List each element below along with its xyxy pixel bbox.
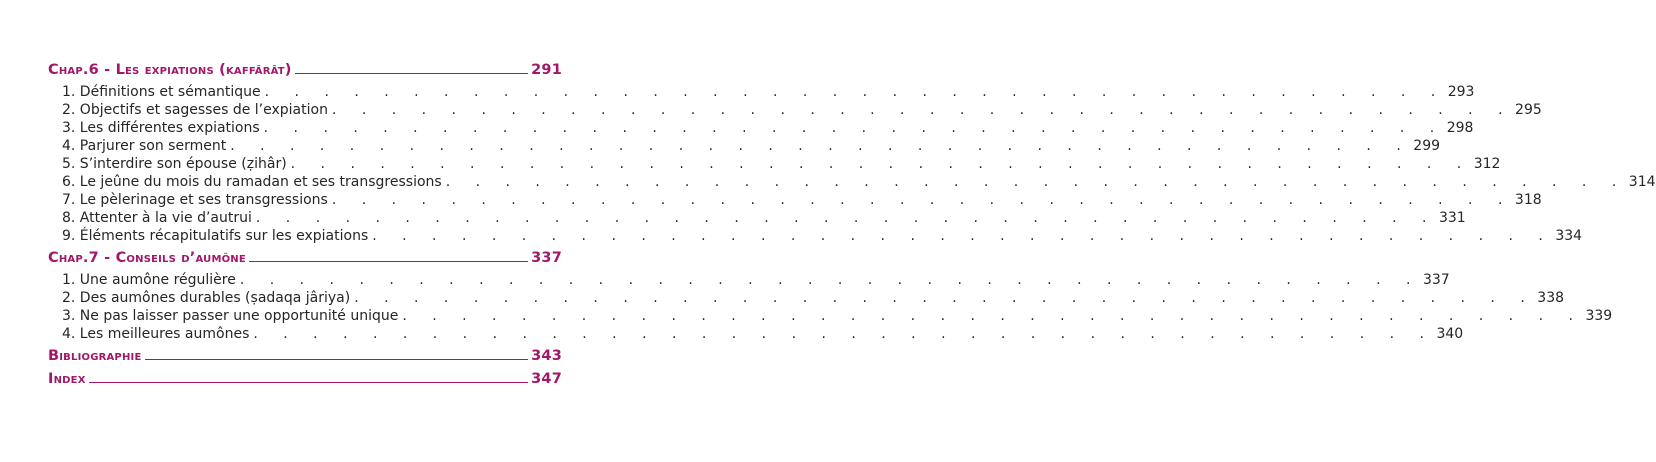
- chapter-title: Chap.6 - Les expiations (kaffârât): [48, 62, 292, 78]
- leader-rule: [89, 382, 529, 383]
- section-title: 9. Éléments récapitulatifs sur les expiations: [62, 228, 369, 244]
- section-title: 3. Ne pas laisser passer une opportunité unique: [62, 308, 399, 324]
- index-entry[interactable]: [48, 365, 562, 387]
- page-number: 298: [1446, 120, 1474, 136]
- leader-dots: . . . . . . . . . . . . . . . . . . . . . . . . . . . . . . . . . . . . . . . .: [239, 272, 1421, 288]
- leader-dots: . . . . . . . . . . . . . . . . . . . . . . . . . . . . . . . . . . . . . . . .: [331, 192, 1513, 208]
- section-title: 8. Attenter à la vie d’autrui: [62, 210, 252, 226]
- page-number: 340: [1436, 326, 1464, 342]
- leader-rule: [295, 73, 529, 74]
- leader-rule: [249, 261, 528, 262]
- leader-dots: . . . . . . . . . . . . . . . . . . . . . . . . . . . . . . . . . . . . . . . .: [263, 120, 1445, 136]
- section-title: 1. Une aumône régulière: [62, 272, 236, 288]
- section-title: 4. Les meilleures aumônes: [62, 326, 250, 342]
- leader-dots: . . . . . . . . . . . . . . . . . . . . . . . . . . . . . . . . . . . . . . . .: [290, 156, 1472, 172]
- page-number: 314: [1628, 174, 1656, 190]
- section-title: 2. Des aumônes durables (ṣadaqa jâriya): [62, 290, 351, 306]
- leader-dots: . . . . . . . . . . . . . . . . . . . . . . . . . . . . . . . . . . . . . . . .: [354, 290, 1536, 306]
- section-title: 3. Les différentes expiations: [62, 120, 260, 136]
- bibliography-entry[interactable]: [48, 342, 562, 364]
- toc-section-entry[interactable]: [48, 222, 1583, 244]
- section-title: 5. S’interdire son épouse (ẓihâr): [62, 156, 287, 172]
- leader-dots: . . . . . . . . . . . . . . . . . . . . . . . . . . . . . . . . . . . . . . . .: [253, 326, 1435, 342]
- chapter-title: Chap.7 - Conseils d’aumône: [48, 250, 246, 266]
- leader-dots: . . . . . . . . . . . . . . . . . . . . . . . . . . . . . . . . . . . . . . . .: [372, 228, 1554, 244]
- page-number: 331: [1438, 210, 1466, 226]
- page-number: 312: [1473, 156, 1501, 172]
- leader-rule: [145, 359, 529, 360]
- leader-dots: . . . . . . . . . . . . . . . . . . . . . . . . . . . . . . . . . . . . . . . .: [255, 210, 1437, 226]
- toc-section-entry[interactable]: [48, 320, 1464, 342]
- section-title: 6. Le jeûne du mois du ramadan et ses transgressions: [62, 174, 442, 190]
- chapter-title: Index: [48, 371, 86, 387]
- page-number: 347: [531, 371, 562, 387]
- leader-dots: . . . . . . . . . . . . . . . . . . . . . . . . . . . . . . . . . . . . . . . .: [230, 138, 1412, 154]
- chapter-7-entry[interactable]: [48, 244, 562, 266]
- leader-dots: . . . . . . . . . . . . . . . . . . . . . . . . . . . . . . . . . . . . . . . .: [264, 84, 1446, 100]
- chapter-6-entry[interactable]: [48, 56, 562, 78]
- leader-dots: . . . . . . . . . . . . . . . . . . . . . . . . . . . . . . . . . . . . . . . .: [331, 102, 1514, 118]
- page-number: 337: [531, 250, 562, 266]
- section-title: 2. Objectifs et sagesses de l’expiation: [62, 102, 328, 118]
- page-number: 295: [1515, 102, 1542, 118]
- chapter-title: Bibliographie: [48, 348, 142, 364]
- page-number: 343: [531, 348, 562, 364]
- page-number: 337: [1422, 272, 1450, 288]
- leader-dots: . . . . . . . . . . . . . . . . . . . . . . . . . . . . . . . . . . . . . . . .: [402, 308, 1584, 324]
- page-number: 293: [1447, 84, 1475, 100]
- section-title: 1. Définitions et sémantique: [62, 84, 261, 100]
- page-number: 299: [1413, 138, 1441, 154]
- page-number: 291: [531, 62, 562, 78]
- page-number: 339: [1585, 308, 1613, 324]
- page-number: 334: [1555, 228, 1583, 244]
- section-title: 4. Parjurer son serment: [62, 138, 227, 154]
- page-number: 318: [1514, 192, 1542, 208]
- leader-dots: . . . . . . . . . . . . . . . . . . . . . . . . . . . . . . . . . . . . . . . .: [445, 174, 1627, 190]
- section-title: 7. Le pèlerinage et ses transgressions: [62, 192, 328, 208]
- page-number: 338: [1537, 290, 1565, 306]
